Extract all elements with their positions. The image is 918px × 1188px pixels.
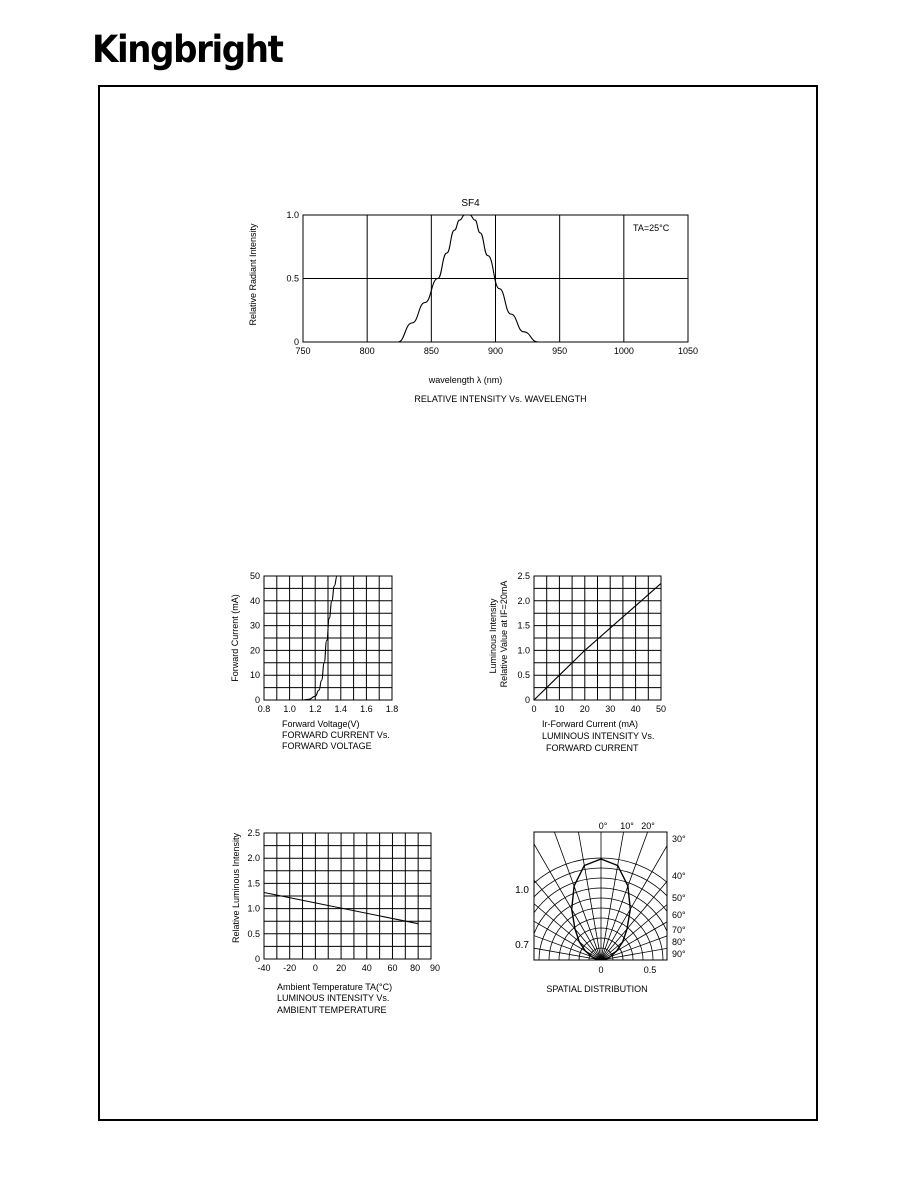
y-tick-label: 2.5 bbox=[247, 828, 260, 838]
x-tick-label: -40 bbox=[257, 963, 271, 973]
chart-caption-line: LUMINOUS INTENSITY Vs. bbox=[542, 731, 655, 741]
angle-label: 10° bbox=[620, 821, 634, 831]
x-tick-label: 800 bbox=[359, 346, 375, 356]
y-tick-label: 30 bbox=[249, 620, 260, 631]
y-tick-label: 2.0 bbox=[517, 595, 530, 606]
y-tick-label: 0.5 bbox=[517, 670, 530, 681]
x-axis-label: wavelength λ (nm) bbox=[428, 375, 503, 385]
chart-spectrum bbox=[248, 198, 698, 404]
angle-label: 30° bbox=[672, 834, 686, 844]
y-tick-label: 2.5 bbox=[517, 571, 530, 581]
chart-title: SF4 bbox=[461, 198, 480, 209]
angle-label: 40° bbox=[672, 871, 686, 881]
chart-caption-line: AMBIENT TEMPERATURE bbox=[277, 1005, 387, 1015]
angle-label: 60° bbox=[672, 910, 686, 920]
temperature-annotation: TA=25°C bbox=[633, 223, 670, 233]
x-tick-label: 20 bbox=[579, 704, 590, 714]
x-tick-label: 0 bbox=[312, 963, 318, 973]
y-axis-label: Forward Current (mA) bbox=[230, 594, 240, 682]
y-tick-label: 0 bbox=[524, 695, 530, 705]
y-tick-label: 1.0 bbox=[517, 645, 530, 656]
radial-label: 0.7 bbox=[515, 940, 529, 951]
x-tick-label: 40 bbox=[361, 963, 372, 973]
chart-temp bbox=[231, 828, 440, 1015]
x-tick-label: 750 bbox=[295, 346, 311, 356]
x-tick-label: 50 bbox=[655, 704, 667, 714]
x-tick-label: 60 bbox=[387, 963, 398, 973]
radial-label: 1.0 bbox=[515, 885, 529, 896]
angle-label: 80° bbox=[672, 937, 686, 947]
y-tick-label: 0.5 bbox=[286, 273, 299, 284]
angle-label: 0° bbox=[598, 821, 608, 831]
chart-spatial bbox=[401, 760, 801, 1062]
chart-iv bbox=[230, 571, 398, 751]
y-tick-label: 1.5 bbox=[247, 878, 260, 889]
y-tick-label: 1.0 bbox=[286, 210, 299, 220]
y-axis-label: Luminous Intensity bbox=[488, 598, 498, 674]
y-tick-label: 1.5 bbox=[517, 620, 530, 631]
chart-caption-line: FORWARD VOLTAGE bbox=[282, 741, 372, 751]
y-axis-label: Relative Value at IF=20mA bbox=[499, 580, 509, 688]
y-tick-label: 2.0 bbox=[247, 853, 260, 864]
chart-caption: SPATIAL DISTRIBUTION bbox=[546, 984, 648, 994]
x-tick-label: 900 bbox=[487, 346, 504, 356]
x-tick-label: 10 bbox=[554, 704, 565, 714]
x-tick-label: 0.8 bbox=[257, 704, 271, 714]
x-tick-label: 1.8 bbox=[385, 704, 399, 714]
y-tick-label: 40 bbox=[249, 595, 260, 606]
x-tick-label: 20 bbox=[336, 963, 347, 973]
chart-caption-line: FORWARD CURRENT bbox=[546, 743, 639, 753]
y-tick-label: 0.5 bbox=[247, 928, 260, 939]
angle-label: 50° bbox=[672, 893, 686, 903]
x-axis-label: Forward Voltage(V) bbox=[282, 719, 360, 729]
x-tick-label: 1.6 bbox=[360, 704, 373, 714]
angle-label: 90° bbox=[672, 949, 686, 959]
chart-li bbox=[488, 571, 666, 753]
y-tick-label: 0 bbox=[254, 695, 260, 705]
bottom-label: 0 bbox=[598, 965, 604, 975]
kingbright-logo: Kingbright bbox=[92, 28, 283, 71]
y-tick-label: 0 bbox=[254, 954, 260, 964]
chart-caption-line: FORWARD CURRENT Vs. bbox=[282, 730, 390, 740]
y-tick-label: 1.0 bbox=[247, 903, 260, 914]
plot-frame bbox=[534, 832, 667, 960]
x-tick-label: 1000 bbox=[613, 346, 634, 356]
y-axis-label: Relative Radiant Intensity bbox=[248, 223, 258, 326]
polar-grid bbox=[401, 760, 801, 1062]
y-tick-label: 20 bbox=[249, 645, 260, 656]
x-tick-label: 1.4 bbox=[334, 704, 348, 714]
angle-label: 70° bbox=[672, 925, 686, 935]
x-tick-label: 1.0 bbox=[283, 704, 296, 714]
angle-label: 20° bbox=[641, 821, 655, 831]
x-tick-label: -20 bbox=[283, 963, 297, 973]
x-axis-label: Ir-Forward Current (mA) bbox=[542, 719, 639, 729]
chart-caption: RELATIVE INTENSITY Vs. WAVELENGTH bbox=[414, 394, 587, 404]
chart-caption-line: LUMINOUS INTENSITY Vs. bbox=[277, 993, 390, 1003]
polar-radial-line bbox=[601, 860, 774, 960]
x-tick-label: 950 bbox=[552, 346, 568, 356]
y-tick-label: 0 bbox=[293, 337, 299, 347]
x-tick-label: 80 bbox=[410, 963, 421, 973]
x-tick-label: 1.2 bbox=[308, 704, 322, 714]
bottom-label: 0.5 bbox=[643, 965, 657, 975]
x-tick-label: 850 bbox=[423, 346, 439, 356]
x-tick-label: 0 bbox=[531, 704, 537, 714]
x-tick-label: 30 bbox=[605, 704, 616, 714]
y-tick-label: 10 bbox=[249, 670, 260, 681]
x-tick-label: 1050 bbox=[677, 346, 699, 356]
x-axis-label: Ambient Temperature TA(°C) bbox=[277, 982, 393, 992]
y-tick-label: 50 bbox=[249, 571, 260, 581]
y-axis-label: Relative Luminous Intensity bbox=[231, 832, 241, 944]
x-tick-label: 90 bbox=[429, 963, 441, 973]
x-tick-label: 40 bbox=[630, 704, 641, 714]
